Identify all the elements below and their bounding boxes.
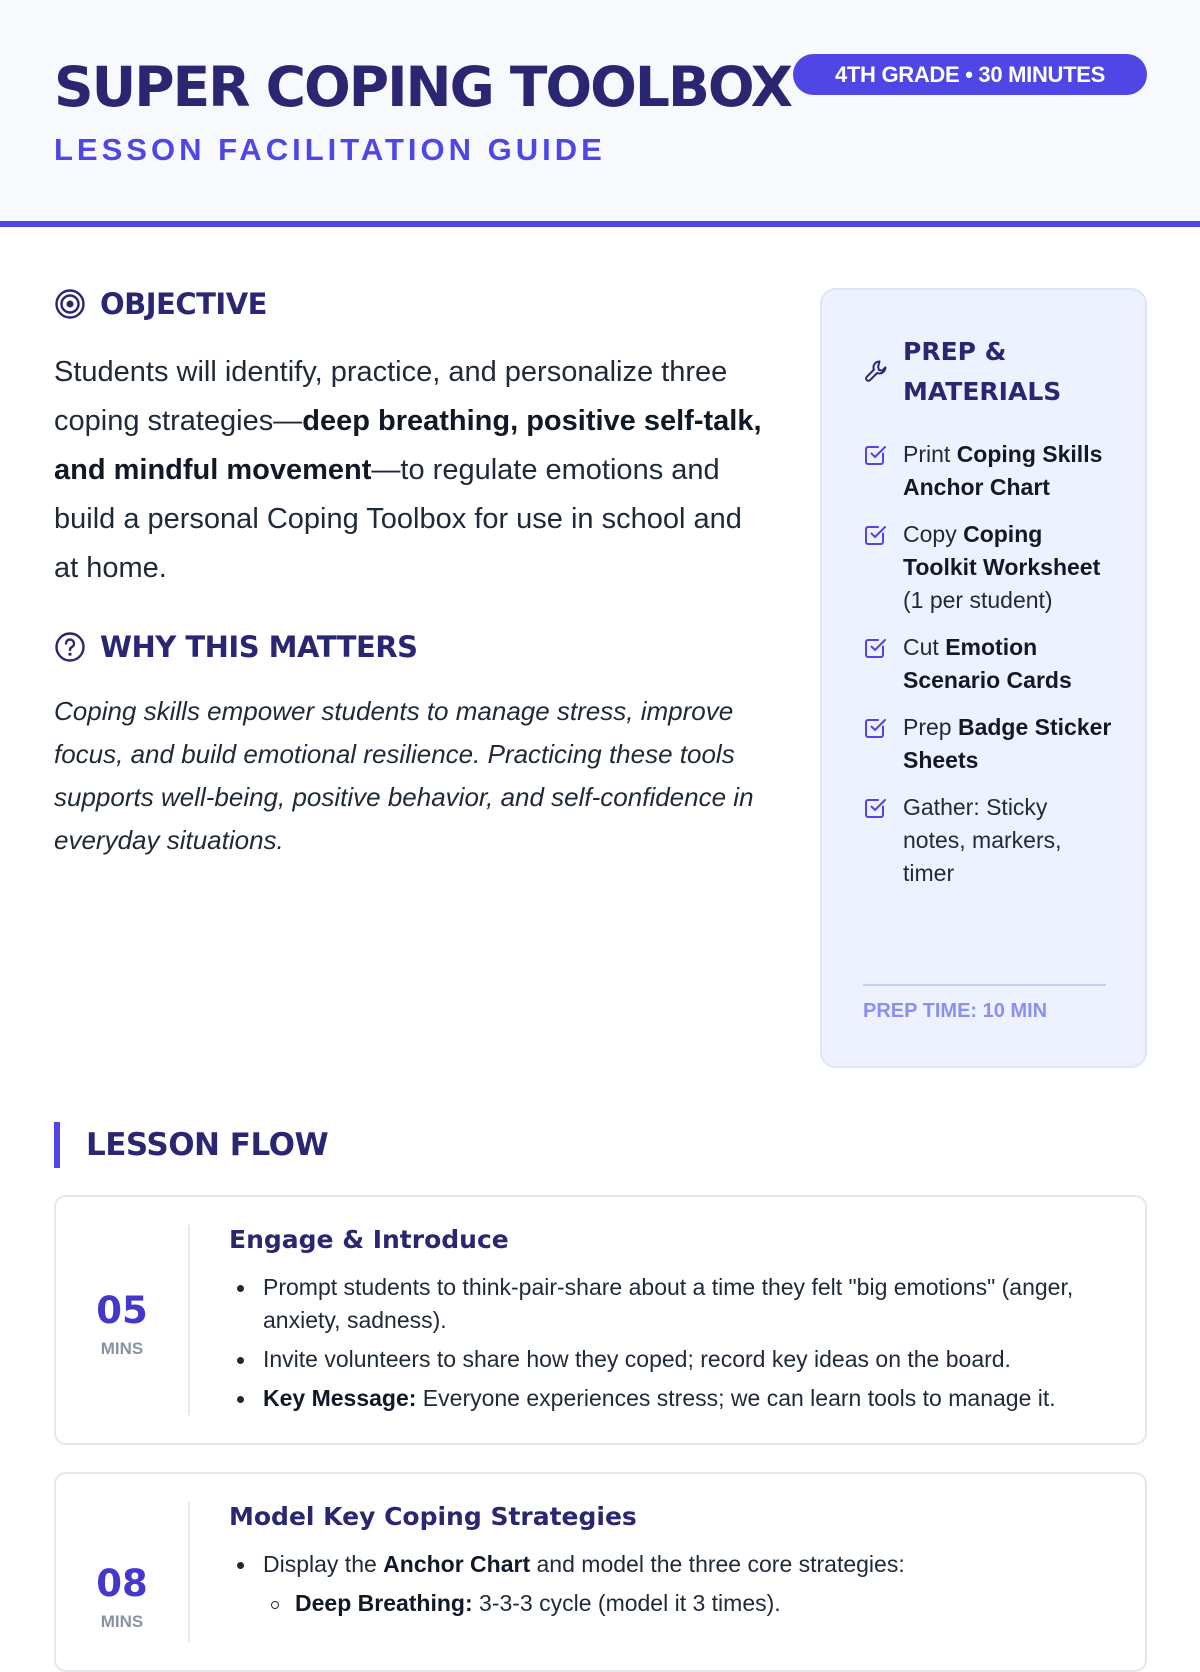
prep-item-bold: Coping Toolkit Worksheet: [903, 521, 1101, 580]
prep-divider: [863, 984, 1106, 986]
step-minutes: 05: [96, 1289, 148, 1332]
step-unit: MINS: [100, 1612, 144, 1631]
wrench-icon: [863, 358, 889, 384]
checkbox-icon: [863, 795, 888, 820]
step-bullet-text: and model the three core strategies:: [530, 1551, 905, 1577]
step-bullet: [229, 1382, 1119, 1415]
checkbox-icon: [863, 522, 888, 547]
lesson-flow-heading: LESSON FLOW: [54, 1122, 328, 1168]
checkbox-icon: [863, 715, 888, 740]
step-divider: [188, 1502, 190, 1642]
objective-heading-label: OBJECTIVE: [100, 287, 267, 321]
prep-list: [863, 438, 1113, 904]
step-sub-bullet: [229, 1587, 1119, 1620]
step-bullets: [229, 1548, 1119, 1626]
prep-item-prefix: Print: [903, 441, 957, 467]
prep-heading: PREP & MATERIALS: [903, 337, 1062, 406]
step-title: Engage & Introduce: [229, 1225, 509, 1254]
objective-heading: [54, 287, 267, 321]
step-title: Model Key Coping Strategies: [229, 1502, 637, 1531]
page-subtitle: LESSON FACILITATION GUIDE: [54, 132, 606, 167]
grade-duration-badge: 4TH GRADE • 30 MINUTES: [793, 54, 1147, 95]
prep-item-prefix: Copy: [903, 521, 964, 547]
step-duration: [56, 1289, 188, 1359]
lesson-step-card: [54, 1195, 1147, 1445]
step-bullet: Prompt students to think-pair-share about a time they felt "big emotions" (anger, anxiety, sadness).: [229, 1271, 1119, 1337]
step-bullet: [229, 1548, 1119, 1581]
step-divider: [188, 1225, 190, 1415]
prep-time: PREP TIME: 10 MIN: [863, 1000, 1048, 1022]
why-heading-label: WHY THIS MATTERS: [100, 630, 418, 664]
step-minutes: 08: [96, 1562, 148, 1605]
header: [0, 0, 1200, 227]
why-heading: [54, 630, 418, 664]
prep-item: [863, 791, 1113, 890]
deep-breathing-label: Deep Breathing:: [295, 1590, 473, 1616]
objective-text-end: —to regulate emotions and build a personal Coping Toolbox for use in school and at home.: [54, 454, 742, 584]
key-message-label: Key Message:: [263, 1385, 417, 1411]
checkbox-icon: [863, 635, 888, 660]
prep-item: [863, 631, 1113, 697]
step-bullet: Invite volunteers to share how they coped; record key ideas on the board.: [229, 1343, 1119, 1376]
prep-item-bold: Emotion Scenario Cards: [903, 634, 1072, 693]
prep-item-prefix: Gather: Sticky notes, markers, timer: [903, 794, 1062, 886]
prep-item-suffix: (1 per student): [903, 587, 1053, 613]
lesson-step-card: [54, 1472, 1147, 1672]
step-duration: [56, 1562, 188, 1632]
target-icon: [54, 288, 86, 320]
prep-item: [863, 518, 1113, 617]
objective-text-start: Students will identify, practice, and personalize three coping strategies—: [54, 356, 728, 437]
checkbox-icon: [863, 442, 888, 467]
anchor-chart-label: Anchor Chart: [383, 1551, 531, 1577]
objective-strategies: deep breathing, positive self-talk, and mindful movement: [54, 405, 762, 486]
step-bullet-prefix: Display the: [263, 1551, 384, 1577]
why-text: Coping skills empower students to manage stress, improve focus, and build emotional resilience. Practicing these tools supports well-being, positive behavior, and self-confidence in everyday situations.: [54, 696, 754, 855]
page-title: SUPER COPING TOOLBOX: [54, 55, 792, 119]
objective-text: [54, 348, 774, 593]
prep-item-prefix: Cut: [903, 634, 946, 660]
prep-materials-card: [820, 288, 1147, 1068]
prep-item-bold: Coping Skills Anchor Chart: [903, 441, 1103, 500]
question-circle-icon: [54, 631, 86, 663]
key-message-text: Everyone experiences stress; we can learn tools to manage it.: [416, 1385, 1056, 1411]
prep-item: [863, 438, 1113, 504]
prep-item-prefix: Prep: [903, 714, 958, 740]
step-bullets: [229, 1271, 1119, 1421]
deep-breathing-text: 3-3-3 cycle (model it 3 times).: [472, 1590, 781, 1616]
step-unit: MINS: [100, 1339, 144, 1358]
prep-item-bold: Badge Sticker Sheets: [903, 714, 1112, 773]
prep-item: [863, 711, 1113, 777]
